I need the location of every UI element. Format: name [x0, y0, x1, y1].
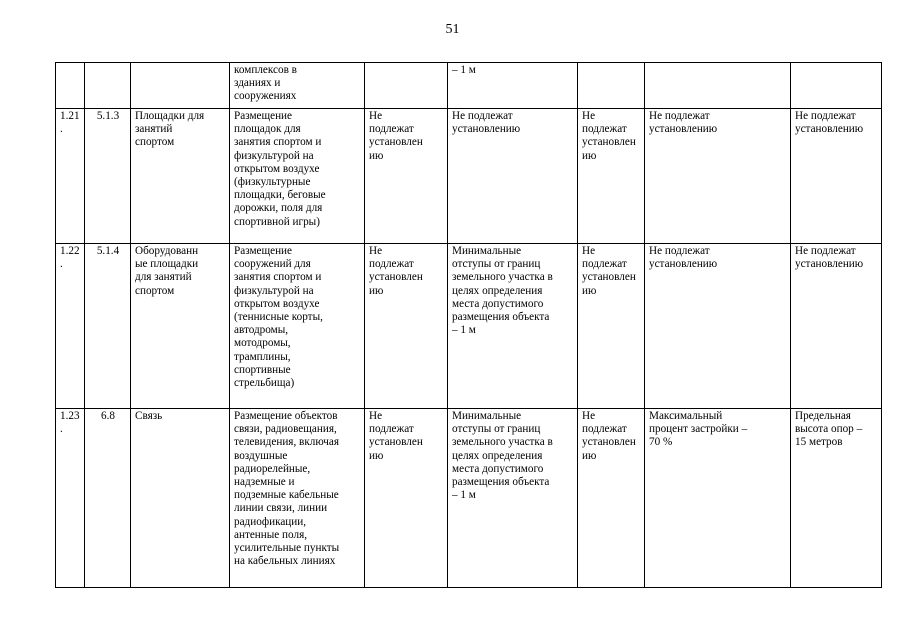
parameter-cell-7: [578, 244, 645, 409]
setback-cell: [448, 109, 578, 244]
use-description-cell: [230, 244, 365, 409]
row-number-cell: [56, 409, 85, 588]
parameter-cell-7-text: Не подлежат установлен ию: [582, 245, 636, 297]
use-type-name-cell: [131, 109, 230, 244]
code-cell-text: 5.1.3: [96, 110, 120, 122]
building-coverage-cell-text: Максимальный процент застройки – 70 %: [649, 410, 748, 449]
parameter-cell-5: [365, 409, 448, 588]
height-limit-cell: [791, 244, 882, 409]
use-type-name-cell-text: Оборудованн ые площадки для занятий спортом: [135, 245, 199, 297]
row-number-cell-text: 1.22.: [60, 245, 80, 271]
setback-cell-text: Не подлежат установлению: [452, 110, 521, 136]
table-row: [56, 409, 882, 588]
table-row: [56, 109, 882, 244]
height-limit-cell-text: Предельная высота опор – 15 метров: [795, 410, 863, 449]
parameter-cell-5: [365, 244, 448, 409]
land-use-table: [55, 62, 882, 588]
building-coverage-cell-text: Не подлежат установлению: [649, 110, 718, 136]
building-coverage-cell: [645, 409, 791, 588]
parameter-cell-5-text: Не подлежат установлен ию: [369, 245, 423, 297]
code-cell: [85, 409, 131, 588]
parameter-cell-7-text: Не подлежат установлен ию: [582, 410, 636, 462]
setback-cell-text: Минимальные отступы от границ земельного участка в целях определения места допустимого размещения объекта – 1 м: [452, 410, 553, 502]
use-description-cell-text: Размещение объектов связи, радиовещания, телевидения, включая воздушные радиорелейные, надземные и подземные кабельные линии связи, линии радиофикации, антенные поля, усилительные пункты на кабельных линиях: [234, 410, 340, 568]
building-coverage-cell: [645, 244, 791, 409]
code-cell-text: 5.1.4: [96, 245, 120, 257]
use-description-cell: [230, 409, 365, 588]
parameter-cell-7: [578, 109, 645, 244]
building-coverage-cell: [645, 109, 791, 244]
height-limit-cell: [791, 109, 882, 244]
parameter-cell-7-text: Не подлежат установлен ию: [582, 110, 636, 162]
row-number-cell-text: 1.21.: [60, 110, 80, 136]
use-description-cell-text: комплексов в зданиях и сооружениях: [234, 64, 297, 103]
page-number: 51: [445, 22, 460, 37]
row-number-cell: [56, 63, 85, 109]
height-limit-cell: [791, 63, 882, 109]
setback-cell: [448, 63, 578, 109]
parameter-cell-5-text: Не подлежат установлен ию: [369, 110, 423, 162]
parameter-cell-5: [365, 63, 448, 109]
use-description-cell: [230, 63, 365, 109]
use-description-cell-text: Размещение площадок для занятия спортом и физкультурой на открытом воздухе (физкультурные площадки, беговые дорожки, поля для спортивной игры): [234, 110, 326, 228]
use-type-name-cell-text: Связь: [135, 410, 163, 422]
parameter-cell-5-text: Не подлежат установлен ию: [369, 410, 423, 462]
use-type-name-cell: [131, 63, 230, 109]
table-row: [56, 244, 882, 409]
parameter-cell-7: [578, 409, 645, 588]
setback-cell: [448, 409, 578, 588]
building-coverage-cell: [645, 63, 791, 109]
code-cell: [85, 63, 131, 109]
use-type-name-cell: [131, 409, 230, 588]
use-description-cell: [230, 109, 365, 244]
use-description-cell-text: Размещение сооружений для занятия спортом и физкультурой на открытом воздухе (теннисные корты, автодромы, мотодромы, трамплины, спортивные стрельбища): [234, 245, 323, 390]
parameter-cell-7: [578, 63, 645, 109]
building-coverage-cell-text: Не подлежат установлению: [649, 245, 718, 271]
table-row: [56, 63, 882, 109]
setback-cell-text: – 1 м: [452, 64, 476, 76]
parameter-cell-5: [365, 109, 448, 244]
row-number-cell: [56, 109, 85, 244]
row-number-cell: [56, 244, 85, 409]
height-limit-cell-text: Не подлежат установлению: [795, 110, 864, 136]
use-type-name-cell: [131, 244, 230, 409]
code-cell: [85, 109, 131, 244]
row-number-cell-text: 1.23.: [60, 410, 80, 436]
code-cell-text: 6.8: [101, 410, 115, 422]
table-body: [56, 63, 882, 588]
setback-cell-text: Минимальные отступы от границ земельного участка в целях определения места допустимого размещения объекта – 1 м: [452, 245, 553, 337]
use-type-name-cell-text: Площадки для занятий спортом: [135, 110, 205, 149]
height-limit-cell: [791, 409, 882, 588]
height-limit-cell-text: Не подлежат установлению: [795, 245, 864, 271]
code-cell: [85, 244, 131, 409]
setback-cell: [448, 244, 578, 409]
